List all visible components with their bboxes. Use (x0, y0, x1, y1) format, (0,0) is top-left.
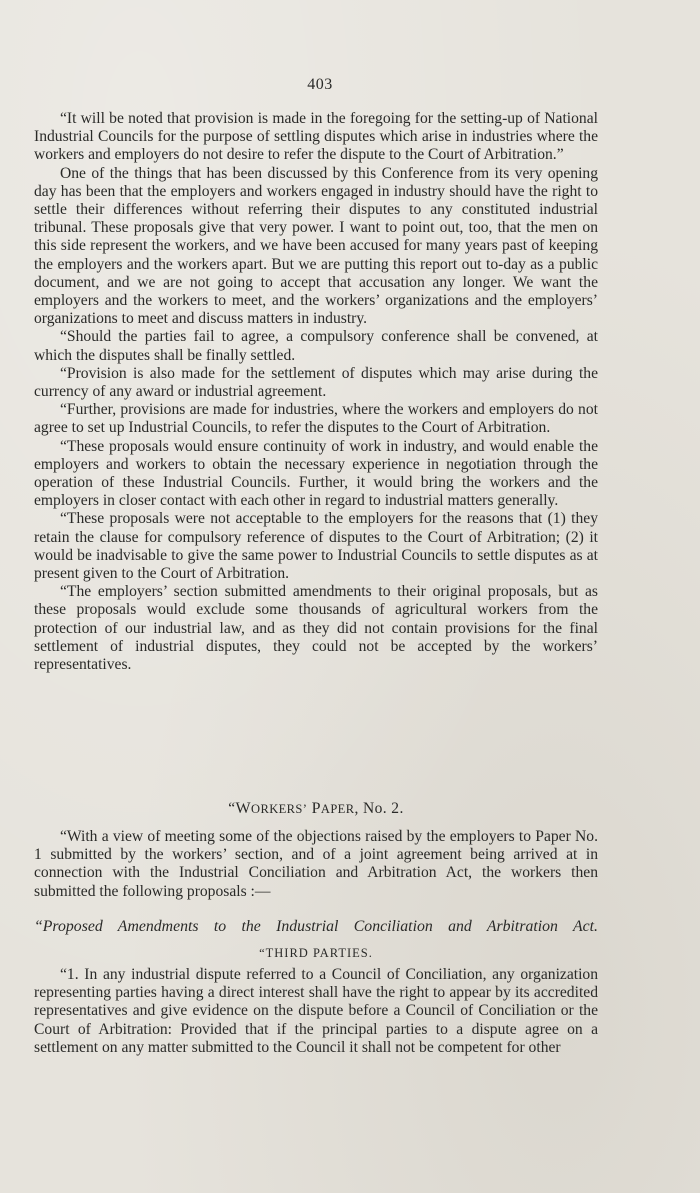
paragraph: “These proposals were not acceptable to the employers for the reasons that (1) they retain the clause for compulsory reference of disputes to the Court of Arbitration; (2) it would be inadvisable to give the same power to Industrial Councils to settle disputes as at present given to the Court of Arbitration. (34, 510, 598, 583)
heading-number: , No. 2. (354, 800, 404, 817)
heading-w-cap: W (235, 800, 252, 817)
section-heading-workers-paper (34, 800, 598, 818)
section-heading-third-parties: “THIRD PARTIES. (259, 946, 373, 960)
heading-w-rest: ORKERS’ (251, 802, 308, 816)
paragraph: “With a view of meeting some of the objections raised by the employers to Paper No. 1 submitted by the workers’ section, and of a joint agreement being arrived at in connection with the Industrial Conciliation and Arbitration Act, the workers then submitted the following proposals :— (34, 828, 598, 900)
text-block-lower (34, 966, 598, 1057)
heading-p-cap: P (311, 800, 321, 817)
section-heading-proposed-amendments: “Proposed Amendments to the Industrial Conciliation and Arbitration Act. (34, 918, 598, 935)
paragraph: “The employers’ section submitted amendments to their original proposals, but as these proposals would exclude some thousands of agricultural workers from the protection of our industrial law, and as they did not contain provisions for the final settlement of industrial disputes, they could not be accepted by the workers’ representatives. (34, 583, 598, 674)
paragraph: “1. In any industrial dispute referred to a Council of Conciliation, any organization representing parties having a direct interest shall have the right to appear by its accredited representatives and give evidence on the dispute before a Council of Conciliation or the Court of Arbitration: Provided that if the principal parties to a dispute agree on a settlement on any matter submitted to the Council it shall not be competent for other (34, 966, 598, 1056)
paragraph: “It will be noted that provision is made in the foregoing for the setting-up of National Industrial Councils for the purpose of settling disputes which arise in industries where the workers and employers do not desire to refer the dispute to the Court of Arbitration.” (34, 110, 598, 164)
text-block-middle (34, 828, 598, 901)
paragraph: “These proposals would ensure continuity of work in industry, and would enable the employers and workers to obtain the necessary experience in negotiation through the operation of these Industrial Councils. Further, it would bring the workers and the employers in closer contact with each other in regard to industrial matters generally. (34, 437, 598, 510)
page-number: 403 (307, 76, 333, 93)
paragraph: “Provision is also made for the settlement of disputes which may arise during the currency of any award or industrial agreement. (34, 364, 598, 401)
page-body (34, 110, 598, 1056)
paragraph: One of the things that has been discussed by this Conference from its very opening day has been that the employers and workers engaged in industry should have the right to settle their differences without referring their disputes to any constituted industrial tribunal. These proposals give that very power. I want to point out, too, that the men on this side represent the workers, and we have been accused for many years past of keeping the employers and the workers apart. But we are putting this report out to-day as a public document, and we are not going to accept that accusation any longer. We want the employers and the workers to meet, and the workers’ organizations and the employers’ organizations to meet and discuss matters in industry. (34, 164, 598, 328)
heading-p-rest: APER (320, 802, 355, 816)
text-block-upper (34, 110, 598, 674)
paragraph: “Further, provisions are made for industries, where the workers and employers do not agree to set up Industrial Councils, to refer the disputes to the Court of Arbitration. (34, 401, 598, 437)
paragraph: “Should the parties fail to agree, a compulsory conference shall be convened, at which the disputes shall be finally settled. (34, 328, 598, 364)
heading-open-quote: “ (228, 800, 236, 817)
